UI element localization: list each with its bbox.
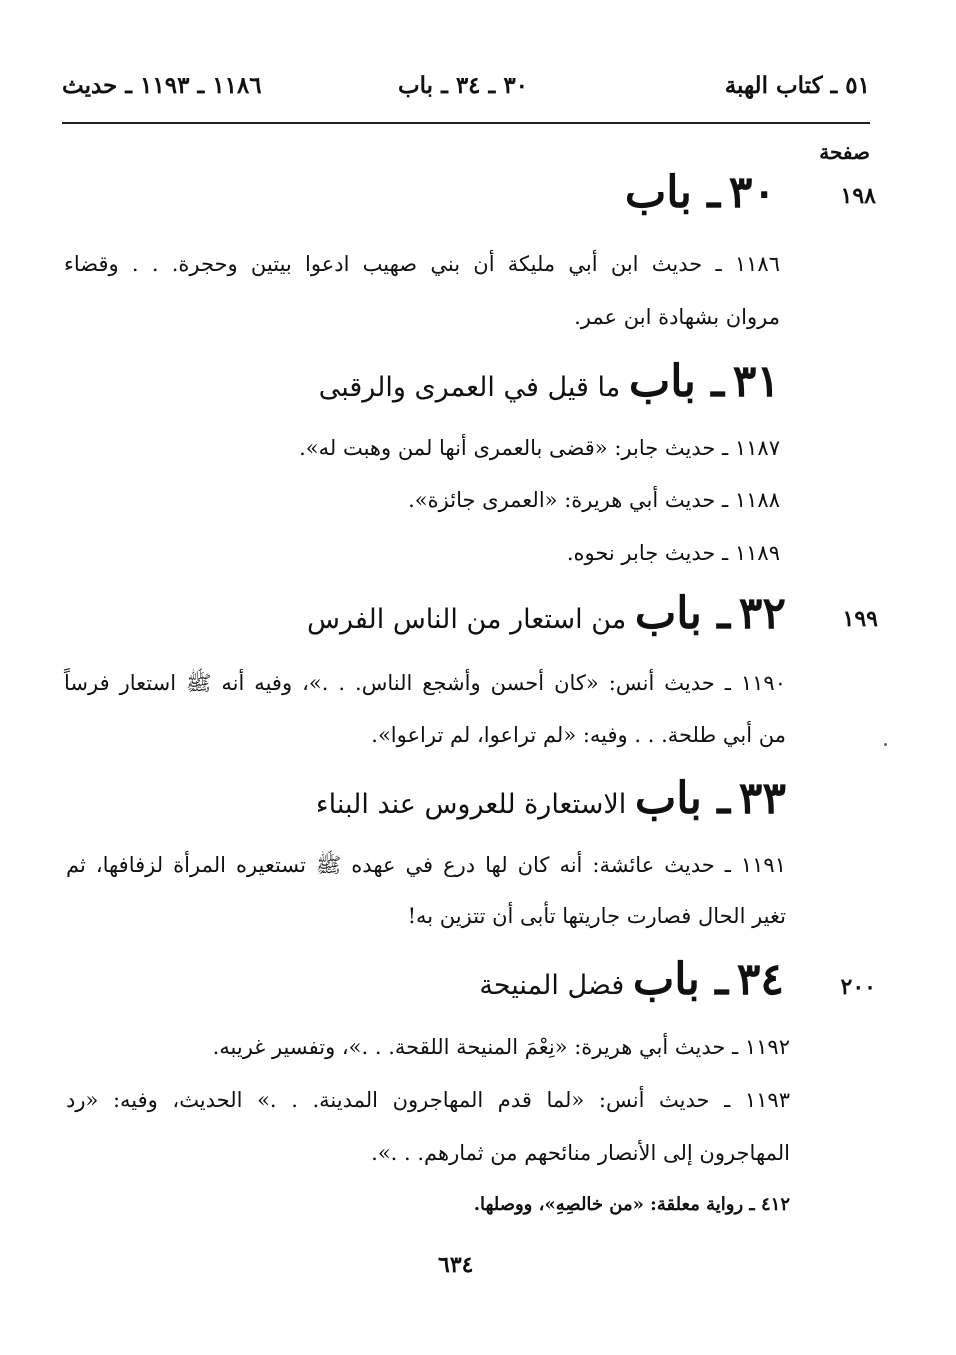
chapter-number: ٣١ (732, 356, 780, 407)
chapter-heading-32: ٣٢ ـ باب من استعار من الناس الفرس (307, 588, 786, 639)
hadith-1187: ١١٨٧ ـ حديث جابر: «قضى بالعمرى أنها لمن وهبت له». (299, 436, 780, 460)
chapter-title: الاستعارة للعروس عند البناء (315, 789, 627, 820)
running-header-book: ٥١ ـ كتاب الهبة (724, 72, 870, 99)
suspended-narration-note: ٤١٢ ـ رواية معلقة: «من خالصِهِ»، ووصلها. (473, 1194, 790, 1215)
chapter-title: ما قيل في العمرى والرقبى (318, 372, 621, 403)
stray-mark (884, 743, 887, 746)
hadith-1191-line2: تغير الحال فصارت جاريتها تأبى أن تتزين به! (407, 904, 786, 928)
header-rule (62, 122, 870, 124)
running-header-hadiths: ١١٨٦ ـ ١١٩٣ ـ حديث (62, 72, 262, 99)
hadith-1186-line2: مروان بشهادة ابن عمر. (574, 305, 780, 329)
chapter-number: ٣٢ (738, 588, 786, 639)
chapter-number: ٣٠ (728, 167, 776, 218)
hadith-1186-line1: ١١٨٦ ـ حديث ابن أبي مليكة أن بني صهيب ادعوا بيتين وحجرة. . . وقضاء (64, 252, 780, 276)
hadith-1192: ١١٩٢ ـ حديث أبي هريرة: «نِعْمَ المنيحة اللقحة. . .»، وتفسير غريبه. (212, 1035, 790, 1059)
page-ref-200: ٢٠٠ (840, 974, 876, 1000)
hadith-1191-line1: ١١٩١ ـ حديث عائشة: أنه كان لها درع في عهده ﷺ تستعيره المرأة لزفافها، ثم (66, 853, 786, 877)
page-ref-199: ١٩٩ (842, 606, 878, 632)
chapter-title: من استعار من الناس الفرس (307, 604, 627, 635)
chapter-number: ٣٣ (738, 773, 786, 824)
hadith-1189: ١١٨٩ ـ حديث جابر نحوه. (566, 541, 780, 565)
page-ref-198: ١٩٨ (840, 183, 876, 209)
chapter-number: ٣٤ (736, 954, 784, 1005)
chapter-title: فضل المنيحة (479, 970, 625, 1001)
chapter-word: باب (634, 588, 702, 639)
hadith-1193-line1: ١١٩٣ ـ حديث أنس: «لما قدم المهاجرون المدينة. . .» الحديث، وفيه: «رد (66, 1088, 790, 1112)
hadith-1190-line2: من أبي طلحة. . . وفيه: «لم تراعوا، لم تراعوا». (371, 723, 786, 747)
running-header-chapters: ٣٠ ـ ٣٤ ـ باب (398, 72, 529, 99)
chapter-heading-31: ٣١ ـ باب ما قيل في العمرى والرقبى (318, 356, 780, 407)
chapter-heading-30: ٣٠ ـ باب (624, 167, 776, 218)
page-number: ٦٣٤ (438, 1252, 474, 1278)
hadith-1190-line1: ١١٩٠ ـ حديث أنس: «كان أحسن وأشجع الناس. . .»، وفيه أنه ﷺ استعار فرساً (64, 671, 786, 695)
chapter-word: باب (632, 954, 700, 1005)
chapter-heading-33: ٣٣ ـ باب الاستعارة للعروس عند البناء (315, 773, 786, 824)
hadith-1188: ١١٨٨ ـ حديث أبي هريرة: «العمرى جائزة». (408, 488, 780, 512)
page-column-label: صفحة (819, 140, 870, 164)
chapter-word: باب (628, 356, 696, 407)
chapter-word: باب (624, 167, 692, 218)
chapter-word: باب (634, 773, 702, 824)
chapter-heading-34: ٣٤ ـ باب فضل المنيحة (479, 954, 784, 1005)
hadith-1193-line2: المهاجرون إلى الأنصار منائحهم من ثمارهم. . .». (371, 1141, 790, 1165)
